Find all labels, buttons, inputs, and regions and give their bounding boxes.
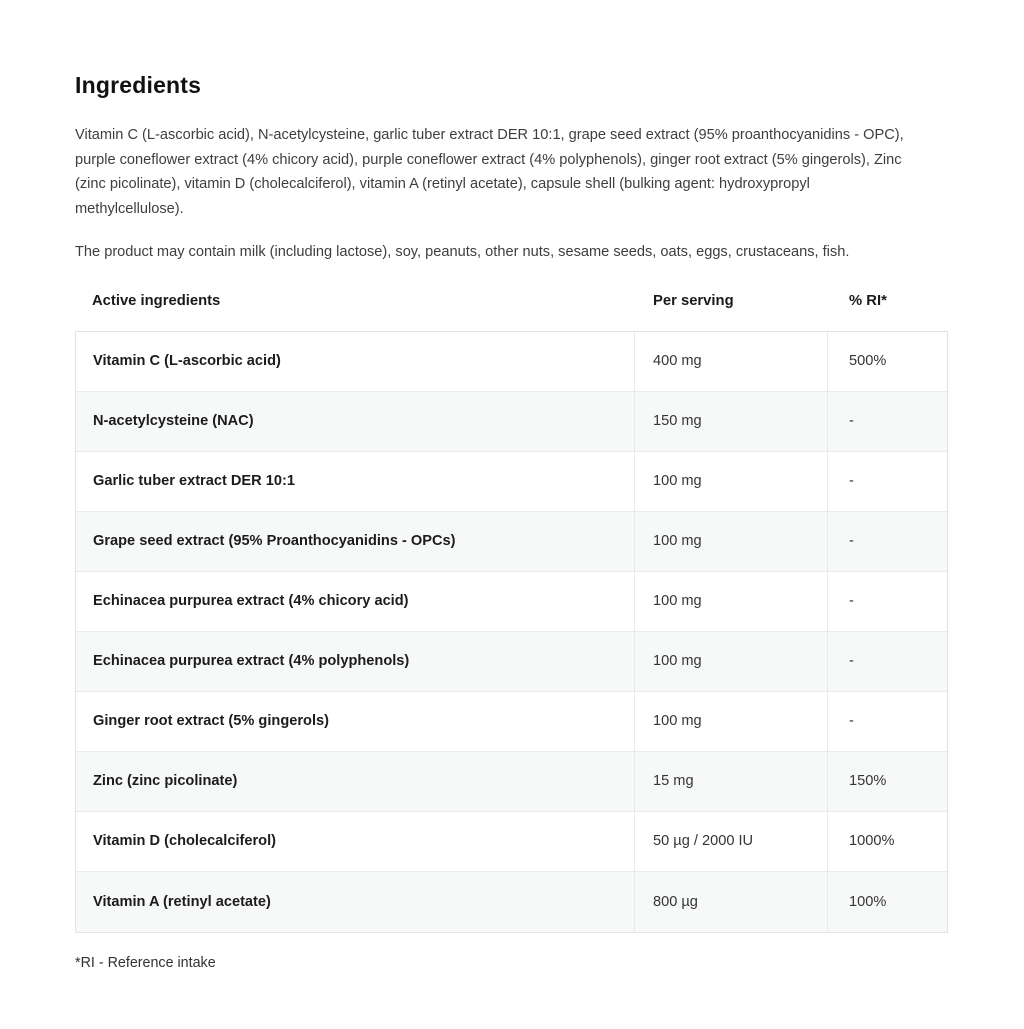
ingredient-name: Garlic tuber extract DER 10:1 bbox=[76, 452, 635, 511]
ri-value: 150% bbox=[849, 773, 887, 789]
table-row bbox=[76, 692, 947, 752]
ri-value: 500% bbox=[849, 353, 887, 369]
per-serving-value: 50 µg / 2000 IU bbox=[635, 812, 828, 871]
per-serving-value: 100 mg bbox=[635, 632, 828, 691]
ri-value: - bbox=[849, 473, 854, 489]
table-row bbox=[76, 812, 947, 872]
ri-value: - bbox=[849, 413, 854, 429]
per-serving-value: 150 mg bbox=[635, 392, 828, 451]
ingredient-name: Vitamin D (cholecalciferol) bbox=[76, 812, 635, 871]
allergen-note: The product may contain milk (including lactose), soy, peanuts, other nuts, sesame seeds, oats, eggs, crustaceans, fish. bbox=[75, 244, 850, 260]
table-row bbox=[76, 392, 947, 452]
ri-value: 100% bbox=[849, 893, 887, 910]
table-row bbox=[76, 332, 947, 392]
ri-value: - bbox=[849, 713, 854, 729]
ingredient-name: Vitamin A (retinyl acetate) bbox=[76, 872, 635, 932]
reference-intake-footnote: *RI - Reference intake bbox=[75, 954, 216, 971]
table-row bbox=[76, 572, 947, 632]
ingredients-description: Vitamin C (L-ascorbic acid), N-acetylcysteine, garlic tuber extract DER 10:1, grape seed extract (95% proanthocyanidins - OPC), purple coneflower extract (4% chicory acid), purple coneflower extract (4% polyphenols), ginger root extract (5% gingerols), Zinc (zinc picolinate), vitamin D (cholecalciferol), vitamin A (retinyl acetate), capsule shell (bulking agent: hydroxypropyl methylcellulose). bbox=[75, 127, 904, 217]
per-serving-value: 100 mg bbox=[635, 452, 828, 511]
per-serving-value: 100 mg bbox=[635, 512, 828, 571]
ingredient-name: Vitamin C (L-ascorbic acid) bbox=[76, 332, 635, 391]
ingredient-name: Echinacea purpurea extract (4% chicory acid) bbox=[76, 572, 635, 631]
column-header-per-serving: Per serving bbox=[653, 292, 734, 309]
active-ingredients-table bbox=[75, 331, 948, 933]
column-header-ri: % RI* bbox=[849, 292, 887, 309]
per-serving-value: 100 mg bbox=[635, 692, 828, 751]
ingredient-name: N-acetylcysteine (NAC) bbox=[76, 392, 635, 451]
table-header-row bbox=[75, 291, 948, 311]
ri-value: - bbox=[849, 533, 854, 549]
per-serving-value: 15 mg bbox=[635, 752, 828, 811]
ingredient-name: Echinacea purpurea extract (4% polyphenols) bbox=[76, 632, 635, 691]
table-row bbox=[76, 872, 947, 932]
page-title: Ingredients bbox=[75, 72, 202, 98]
table-row bbox=[76, 452, 947, 512]
table-row bbox=[76, 632, 947, 692]
ingredient-name: Ginger root extract (5% gingerols) bbox=[76, 692, 635, 751]
per-serving-value: 100 mg bbox=[635, 572, 828, 631]
ri-value: 1000% bbox=[849, 833, 895, 849]
ri-value: - bbox=[849, 593, 854, 609]
column-header-active-ingredients: Active ingredients bbox=[92, 292, 221, 309]
ri-value: - bbox=[849, 653, 854, 669]
ingredient-name: Zinc (zinc picolinate) bbox=[76, 752, 635, 811]
per-serving-value: 400 mg bbox=[635, 332, 828, 391]
table-row bbox=[76, 512, 947, 572]
table-row bbox=[76, 752, 947, 812]
ingredient-name: Grape seed extract (95% Proanthocyanidins - OPCs) bbox=[76, 512, 635, 571]
per-serving-value: 800 µg bbox=[635, 872, 828, 932]
